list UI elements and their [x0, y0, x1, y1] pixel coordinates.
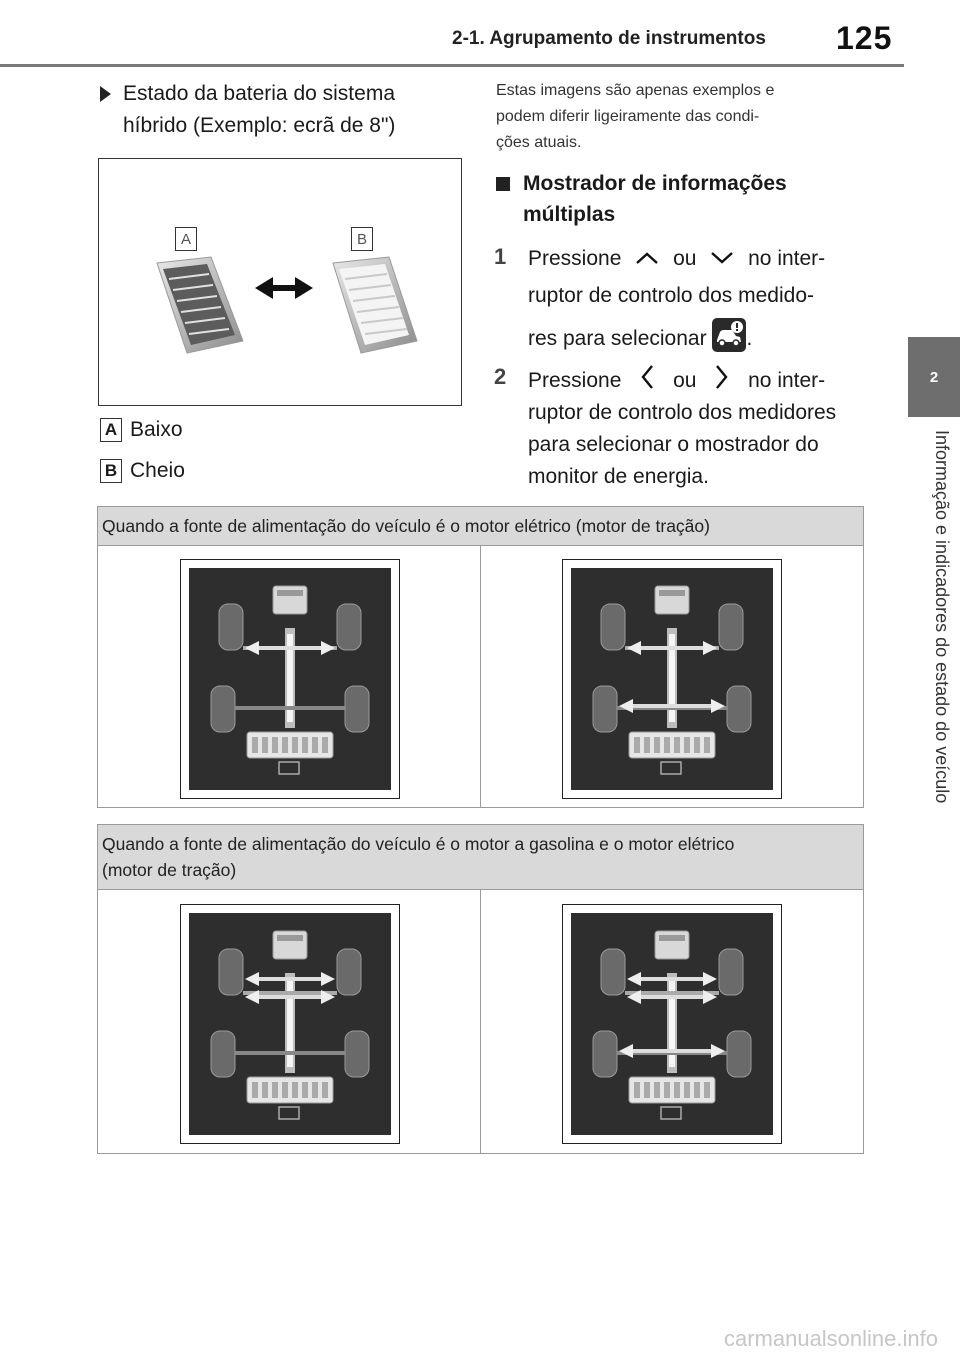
- page-number: 125: [836, 20, 893, 56]
- double-arrow-icon: [255, 277, 313, 299]
- chapter-tab: [908, 337, 960, 417]
- header-rule: [0, 64, 904, 67]
- chevron-right-icon: [702, 363, 742, 400]
- table-1-header-line1: Quando a fonte de alimentação do veículo é o motor elétrico (motor de tração): [102, 516, 710, 536]
- chevron-down-icon: [702, 244, 742, 275]
- step-1-res-para: res para selecionar: [528, 327, 707, 351]
- battery-bullet-line1: Estado da bateria do sistema: [123, 82, 395, 105]
- vehicle-info-icon: [712, 318, 746, 361]
- step-2-line3: para selecionar o mostrador do: [528, 433, 819, 456]
- heading-line2: múltiplas: [523, 203, 616, 226]
- battery-status-figure: [98, 158, 462, 406]
- heading-line1: Mostrador de informações: [523, 172, 787, 195]
- energy-monitor-image: [180, 904, 400, 1144]
- note-line3: ções atuais.: [496, 134, 582, 151]
- step-1-line3: [528, 318, 752, 361]
- figure-label-b: B: [351, 227, 373, 251]
- watermark: carmanualsonline.info: [723, 1326, 938, 1351]
- table-2-header: [98, 825, 863, 890]
- step-1-ou: ou: [673, 247, 697, 270]
- battery-gauge-illustration: [99, 159, 461, 405]
- battery-full-icon: [333, 257, 417, 353]
- legend-text-low: Baixo: [130, 418, 183, 441]
- step-2-pressione: Pressione: [528, 369, 622, 393]
- chapter-number: 2: [929, 368, 939, 386]
- step-1-no-inter: no inter-: [748, 247, 826, 270]
- note-line2: podem diferir ligeiramente das condi-: [496, 108, 760, 125]
- energy-table-electric: [97, 506, 864, 808]
- energy-monitor-image: [562, 904, 782, 1144]
- step-2-line1: [528, 363, 825, 400]
- step-1-period: .: [746, 327, 753, 351]
- chevron-up-icon: [627, 244, 667, 275]
- table-2-header-line2: (motor de tração): [102, 860, 237, 880]
- legend-letter-b: B: [100, 459, 122, 483]
- note-line1: Estas imagens são apenas exemplos e: [496, 82, 775, 99]
- table-1-body: [98, 545, 863, 807]
- step-1-line1: [528, 243, 825, 275]
- battery-bullet-line2: híbrido (Exemplo: ecrã de 8"): [123, 114, 396, 137]
- energy-monitor-image: [562, 559, 782, 799]
- energy-monitor-image: [180, 559, 400, 799]
- figure-label-a: A: [175, 227, 197, 251]
- table-2-header-line1: Quando a fonte de alimentação do veículo é o motor a gasolina e o motor elétrico: [102, 834, 735, 854]
- battery-low-icon: [157, 257, 243, 353]
- step-2-line2: ruptor de controlo dos medidores: [528, 401, 837, 424]
- step-2-no-inter: no inter-: [748, 369, 826, 393]
- step-2-ou: ou: [673, 369, 697, 393]
- table-2-body: [98, 890, 863, 1153]
- table-1-header: [98, 507, 863, 546]
- step-1-line2: ruptor de controlo dos medido-: [528, 284, 814, 307]
- step-1-pressione: Pressione: [528, 247, 622, 270]
- legend-text-full: Cheio: [130, 459, 185, 482]
- step-2-line4: monitor de energia.: [528, 465, 709, 488]
- square-bullet-icon: [496, 177, 510, 191]
- legend-letter-a: A: [100, 418, 122, 442]
- energy-table-hybrid: [97, 824, 864, 1154]
- triangle-bullet-icon: [100, 86, 111, 102]
- step-1-number: 1: [494, 244, 507, 269]
- chapter-title: Informação e indicadores do estado do veículo: [932, 430, 952, 804]
- chevron-left-icon: [627, 363, 667, 400]
- step-2-number: 2: [494, 364, 507, 389]
- section-title: 2-1. Agrupamento de instrumentos: [452, 28, 766, 49]
